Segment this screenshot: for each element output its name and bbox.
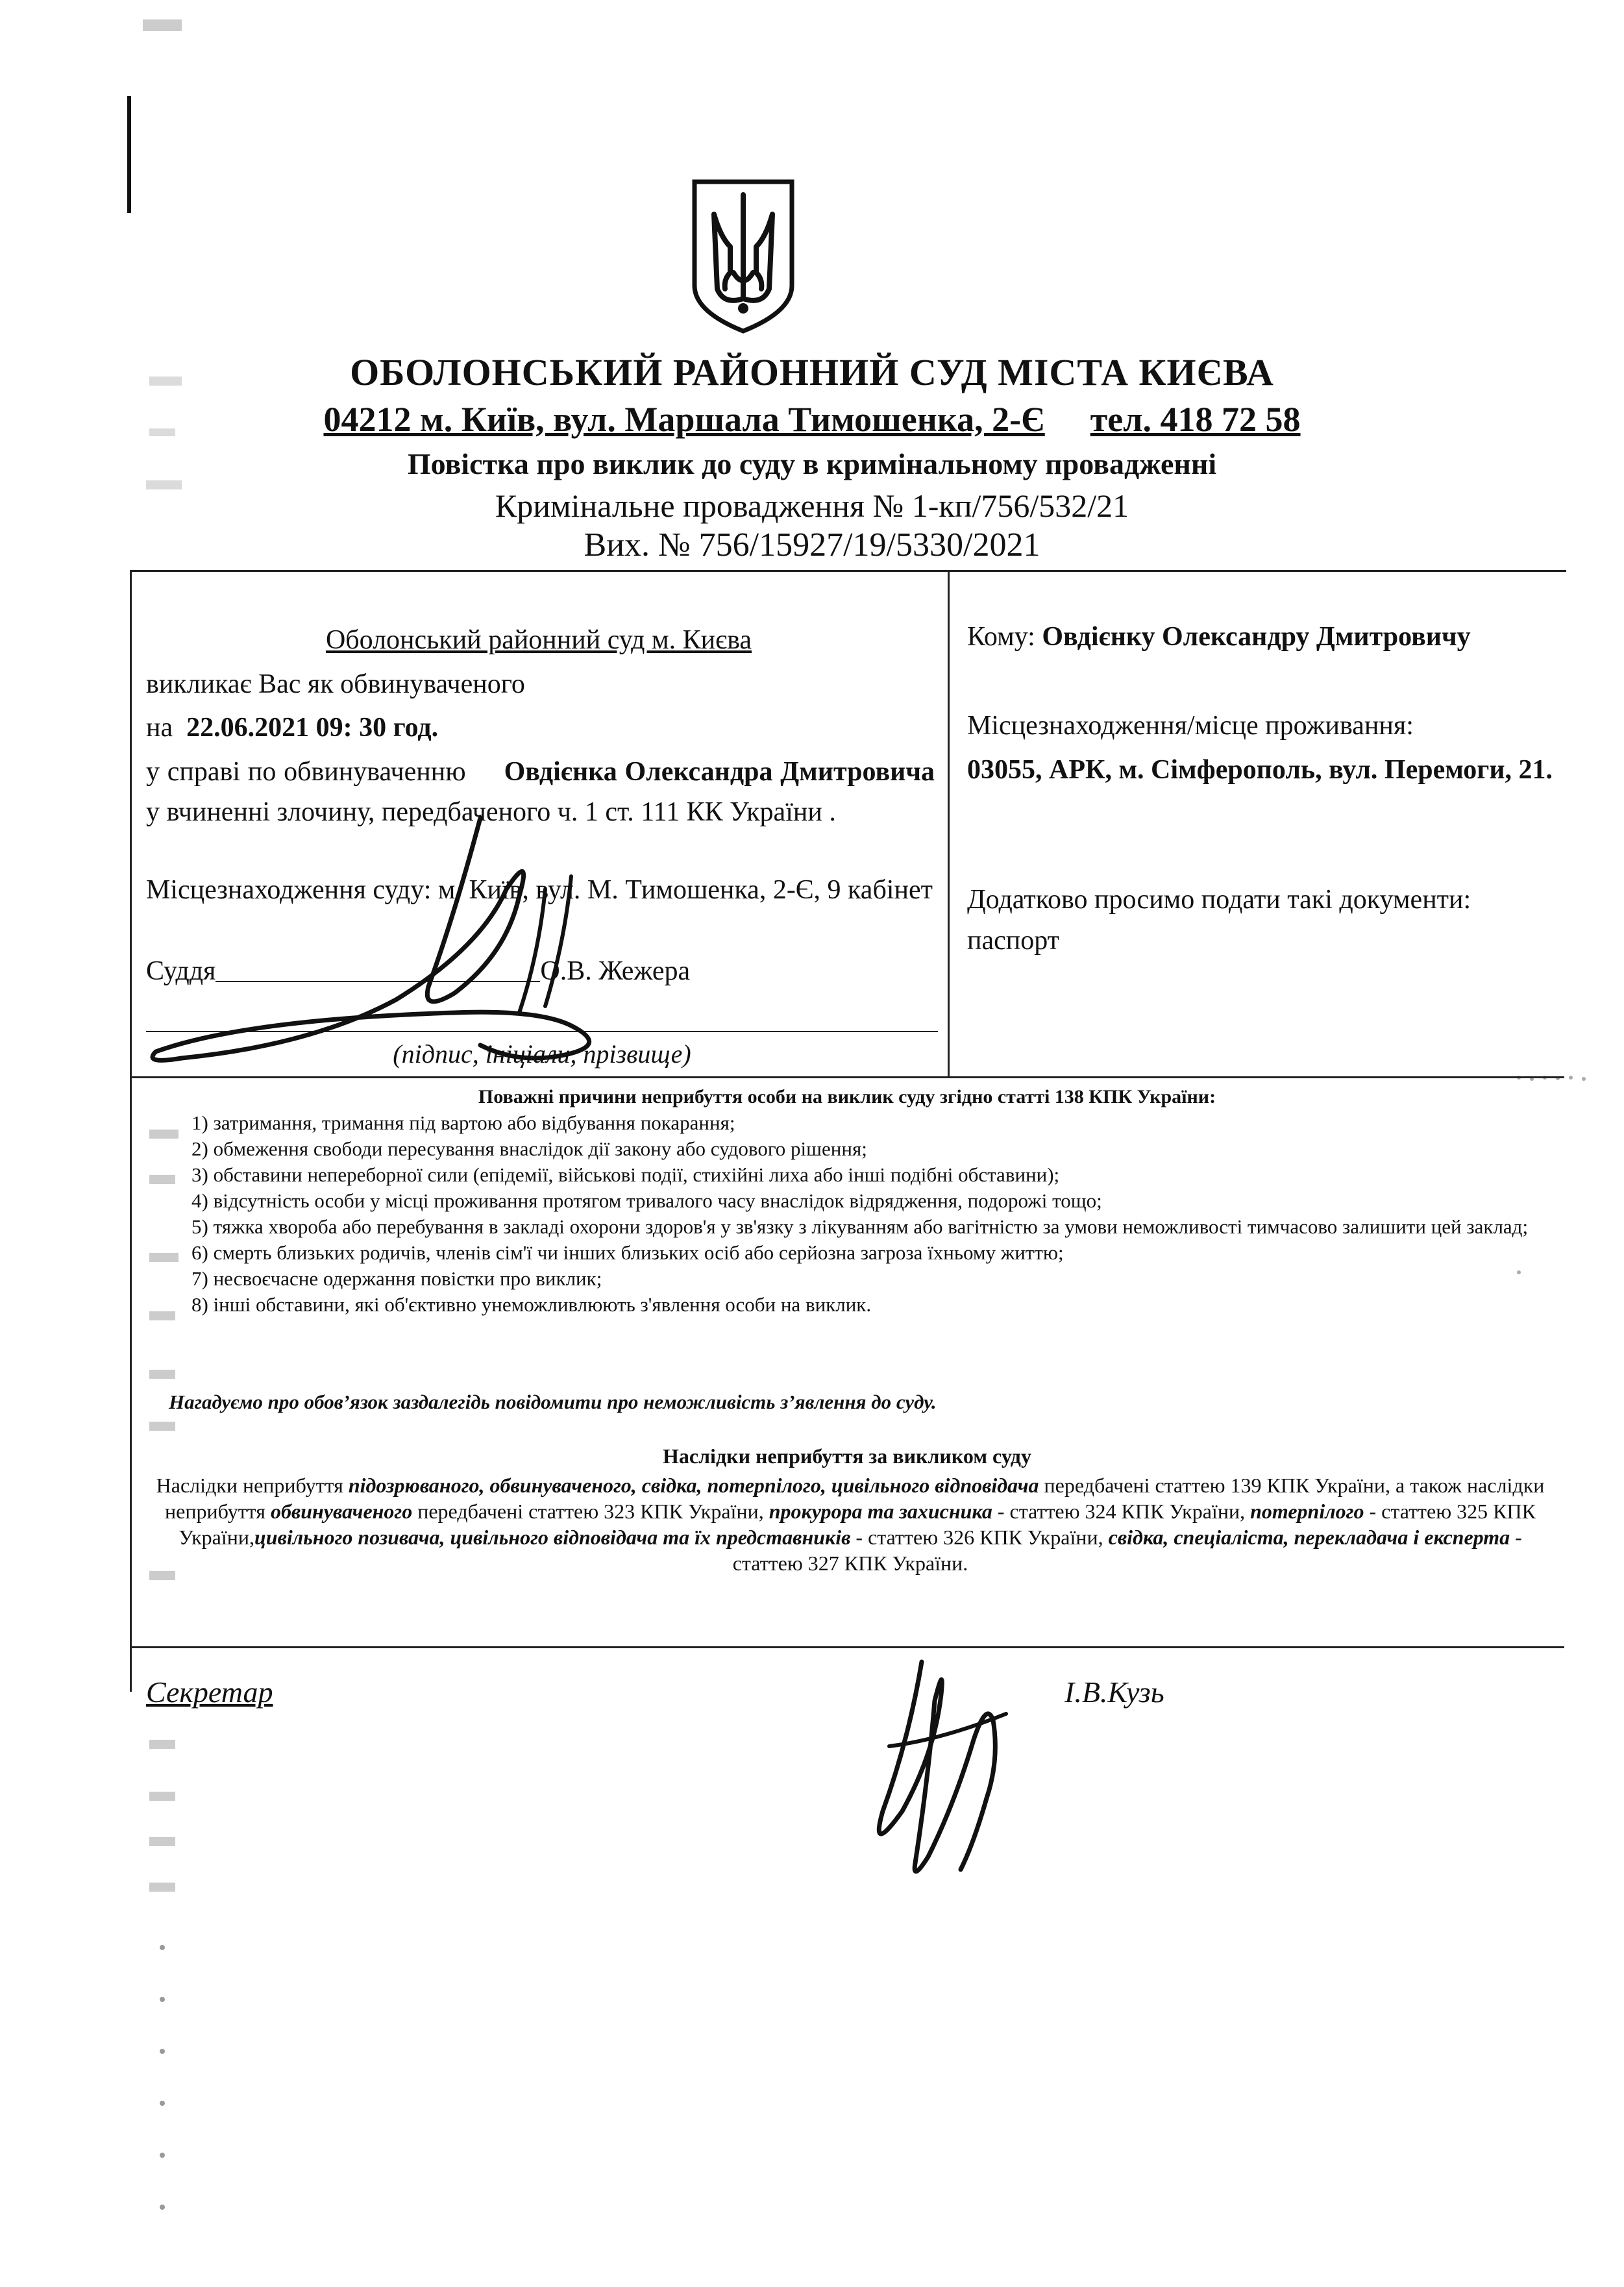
reason-item: 7) несвоєчасне одержання повістки про виклик; [191, 1267, 602, 1290]
reason-item: 2) обмеження свободи пересування внаслідок дії закону або судового рішення; [191, 1137, 867, 1160]
hearing-date-line [146, 708, 438, 748]
date-prefix: на [146, 713, 173, 743]
court-address: 04212 м. Київ, вул. Маршала Тимошенка, 2-Є [323, 400, 1045, 439]
cons-part: - статтею 326 КПК України, [850, 1526, 1109, 1549]
reason-item: 1) затримання, тримання під вартою або відбування покарання; [191, 1111, 735, 1134]
secretary-name: І.В.Кузь [1064, 1675, 1164, 1709]
cons-part: - статтею 324 КПК України, [992, 1500, 1251, 1523]
reason-item: 8) інші обставини, які об'єктивно унеможливлюють з'явлення особи на виклик. [191, 1293, 872, 1316]
reason-item: 3) обставини непереборної сили (епідемії, військові події, стихійні лиха або інші подібні обставини); [191, 1163, 1060, 1186]
case-suffix: у вчиненні злочину, передбаченого ч. 1 ст. 111 КК України . [146, 797, 836, 827]
recipient-line [967, 617, 1471, 657]
reason-item: 5) тяжка хвороба або перебування в закладі охорони здоров'я у зв'язку з лікуванням або вагітністю за умови неможливості тимчасово залишити цей заклад; [191, 1215, 1529, 1238]
consequences-text [146, 1472, 1555, 1576]
residence-address: 03055, АРК, м. Сімферополь, вул. Перемоги, 21. [967, 755, 1553, 785]
signature-caption: (підпис, ініціали, прізвище) [393, 1039, 691, 1069]
secretary-label: Секретар [146, 1675, 273, 1709]
cons-part: прокурора та захисника [769, 1500, 992, 1523]
court-name: ОБОЛОНСЬКИЙ РАЙОННИЙ СУД МІСТА КИЄВА [350, 351, 1274, 393]
cons-part: потерпілого [1250, 1500, 1364, 1523]
scan-edge-mark [127, 96, 131, 213]
judge-signature [117, 798, 961, 1071]
box-horizontal-divider [130, 1076, 1564, 1078]
document-title: Повістка про виклик до суду в кримінальному провадженні [407, 447, 1217, 480]
outgoing-number: Вих. № 756/15927/19/5330/2021 [584, 526, 1040, 563]
hearing-date: 22.06.2021 09: 30 год. [186, 713, 439, 743]
court-phone: тел. 418 72 58 [1090, 400, 1301, 439]
judge-label: Суддя [146, 956, 216, 986]
box-bottom-divider [130, 1646, 1564, 1648]
accused-name: Овдієнка Олександра Дмитровича [504, 757, 935, 787]
proceeding-number: Кримінальне провадження № 1-кп/756/532/21 [495, 488, 1129, 524]
cons-part: передбачені статтею 323 КПК України, [412, 1500, 769, 1523]
valid-reasons-title: Поважні причини неприбуття особи на виклик суду згідно статті 138 КПК України: [478, 1086, 1216, 1107]
box-left-edge [130, 1646, 132, 1692]
cons-part: обвинуваченого [270, 1500, 413, 1523]
extra-documents-value: паспорт [967, 926, 1060, 956]
consequences-title: Наслідки неприбуття за викликом суду [663, 1444, 1031, 1468]
cons-part: свідка, спеціаліста, перекладача і експерта [1108, 1526, 1510, 1549]
trident-emblem-icon [685, 175, 802, 338]
cons-part: - статтею 327 КПК України. [732, 1526, 1522, 1575]
reason-item: 4) відсутність особи у місці проживання протягом тривалого часу внаслідок відрядження, подорожі тощо; [191, 1189, 1102, 1212]
summoning-court: Оболонський районний суд м. Києва [325, 625, 752, 655]
cons-part: Наслідки неприбуття [156, 1474, 349, 1497]
case-prefix: у справі по обвинуваченню [146, 757, 466, 787]
summons-text: викликає Вас як обвинуваченого [146, 669, 525, 699]
cons-part: - статтею 325 КПК України, [178, 1500, 1536, 1549]
extra-documents-label: Додатково просимо подати такі документи: [967, 885, 1471, 915]
reminder-note: Нагадуємо про обов’язок заздалегідь повідомити про неможливість з’явлення до суду. [169, 1391, 937, 1413]
residence-label: Місцезнаходження/місце проживання: [967, 711, 1414, 741]
reason-item: 6) смерть близьких родичів, членів сім'ї чи інших близьких осіб або серйозна загроза їхньому життю; [191, 1241, 1064, 1264]
cons-part: цивільного позивача, цивільного відповідача та їх представників [254, 1526, 851, 1549]
valid-reasons-list [146, 1110, 1555, 1318]
cons-part: передбачені статтею 139 КПК України, а також наслідки неприбуття [165, 1474, 1545, 1523]
court-address-line [0, 399, 1624, 439]
recipient-name: Овдієнку Олександру Дмитровичу [1042, 622, 1471, 652]
judge-name: О.В. Жежера [540, 956, 691, 986]
secretary-signature [844, 1649, 1039, 1896]
recipient-label: Кому: [967, 622, 1035, 652]
court-location: Місцезнаходження суду: м. Київ, вул. М. Тимошенка, 2-Є, 9 кабінет [146, 875, 933, 905]
cons-part: підозрюваного, обвинуваченого, свідка, потерпілого, цивільного відповідача [348, 1474, 1039, 1497]
